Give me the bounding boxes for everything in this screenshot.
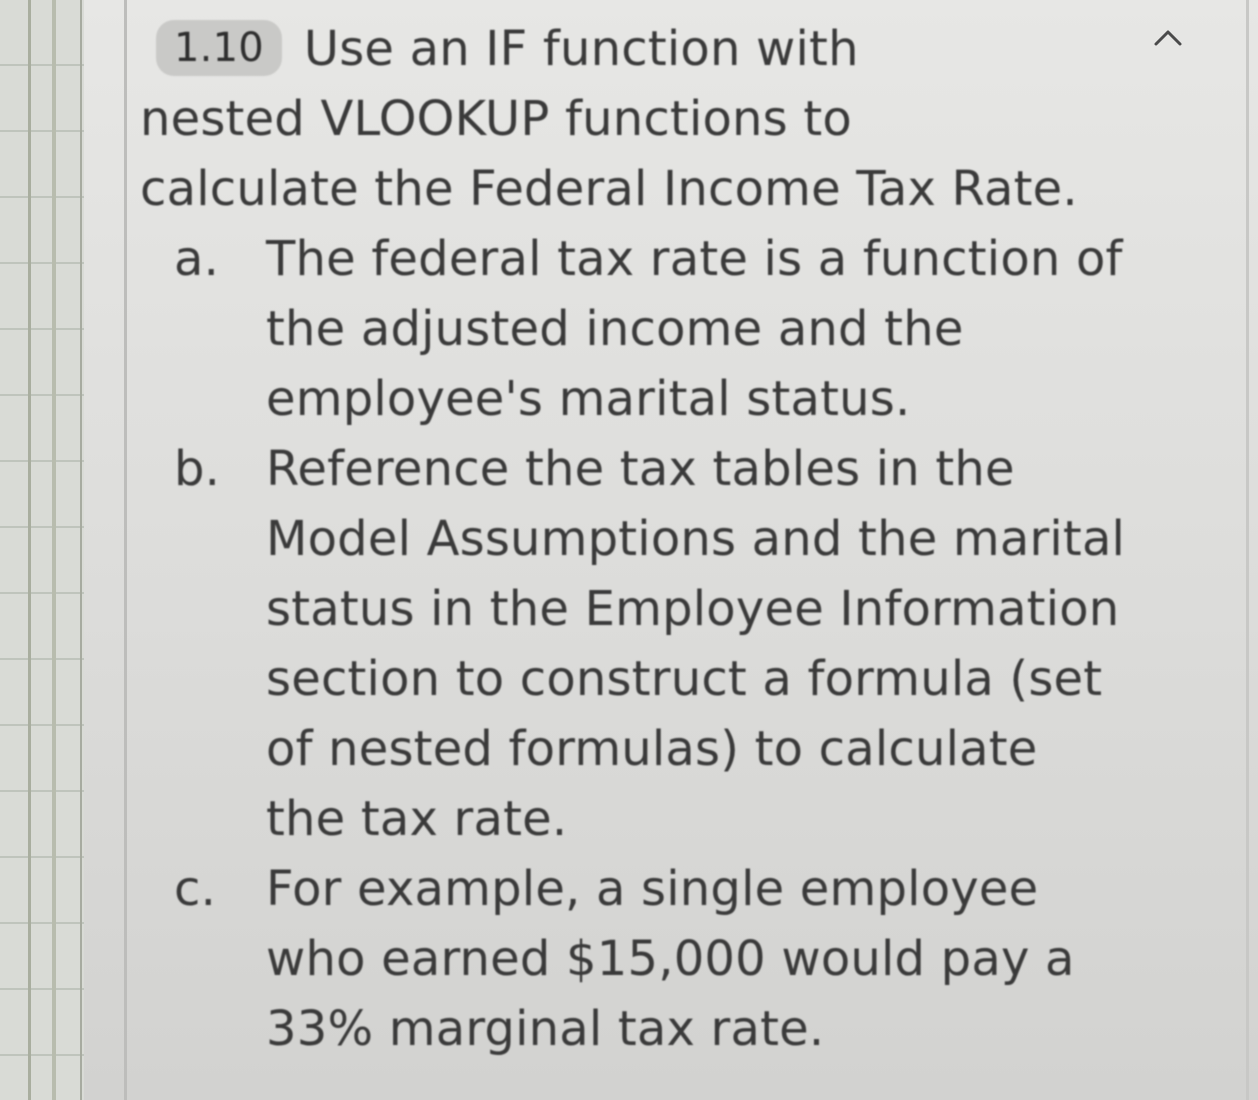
step-line: For example, a single employee (266, 861, 1039, 917)
step-item-b (140, 434, 1210, 854)
step-text (266, 854, 1210, 1064)
task-heading (140, 14, 1210, 224)
step-line: 33% marginal tax rate. (266, 1001, 825, 1057)
step-text (266, 224, 1210, 434)
step-marker: a. (174, 231, 220, 287)
step-marker: c. (174, 861, 217, 917)
step-line: the tax rate. (266, 791, 568, 847)
task-heading-line: 1.10 Use an IF function with (140, 14, 1210, 84)
task-instructions (140, 14, 1210, 1064)
step-line: status in the Employee Information (266, 581, 1120, 637)
instructions-panel-right-border (1246, 0, 1249, 1100)
step-line: employee's marital status. (266, 371, 911, 427)
step-line: Model Assumptions and the marital (266, 511, 1126, 567)
step-marker: b. (174, 441, 221, 497)
step-item-a (140, 224, 1210, 434)
task-number-badge: 1.10 (156, 20, 282, 76)
grid-column-divider (28, 0, 31, 1100)
step-line: the adjusted income and the (266, 301, 964, 357)
task-heading-line: nested VLOOKUP functions to (140, 91, 852, 147)
spreadsheet-grid-strip[interactable] (0, 0, 84, 1100)
step-line: Reference the tax tables in the (266, 441, 1015, 497)
grid-column-divider (52, 0, 56, 1100)
step-item-c (140, 854, 1210, 1064)
step-line: The federal tax rate is a function of (266, 231, 1123, 287)
step-line: of nested formulas) to calculate (266, 721, 1038, 777)
step-list (140, 224, 1210, 1064)
step-text (266, 434, 1210, 854)
grid-column-divider (80, 0, 82, 1100)
task-heading-line: calculate the Federal Income Tax Rate. (140, 161, 1078, 217)
step-line: who earned $15,000 would pay a (266, 931, 1075, 987)
instructions-panel-left-border (124, 0, 127, 1100)
step-line: section to construct a formula (set (266, 651, 1103, 707)
